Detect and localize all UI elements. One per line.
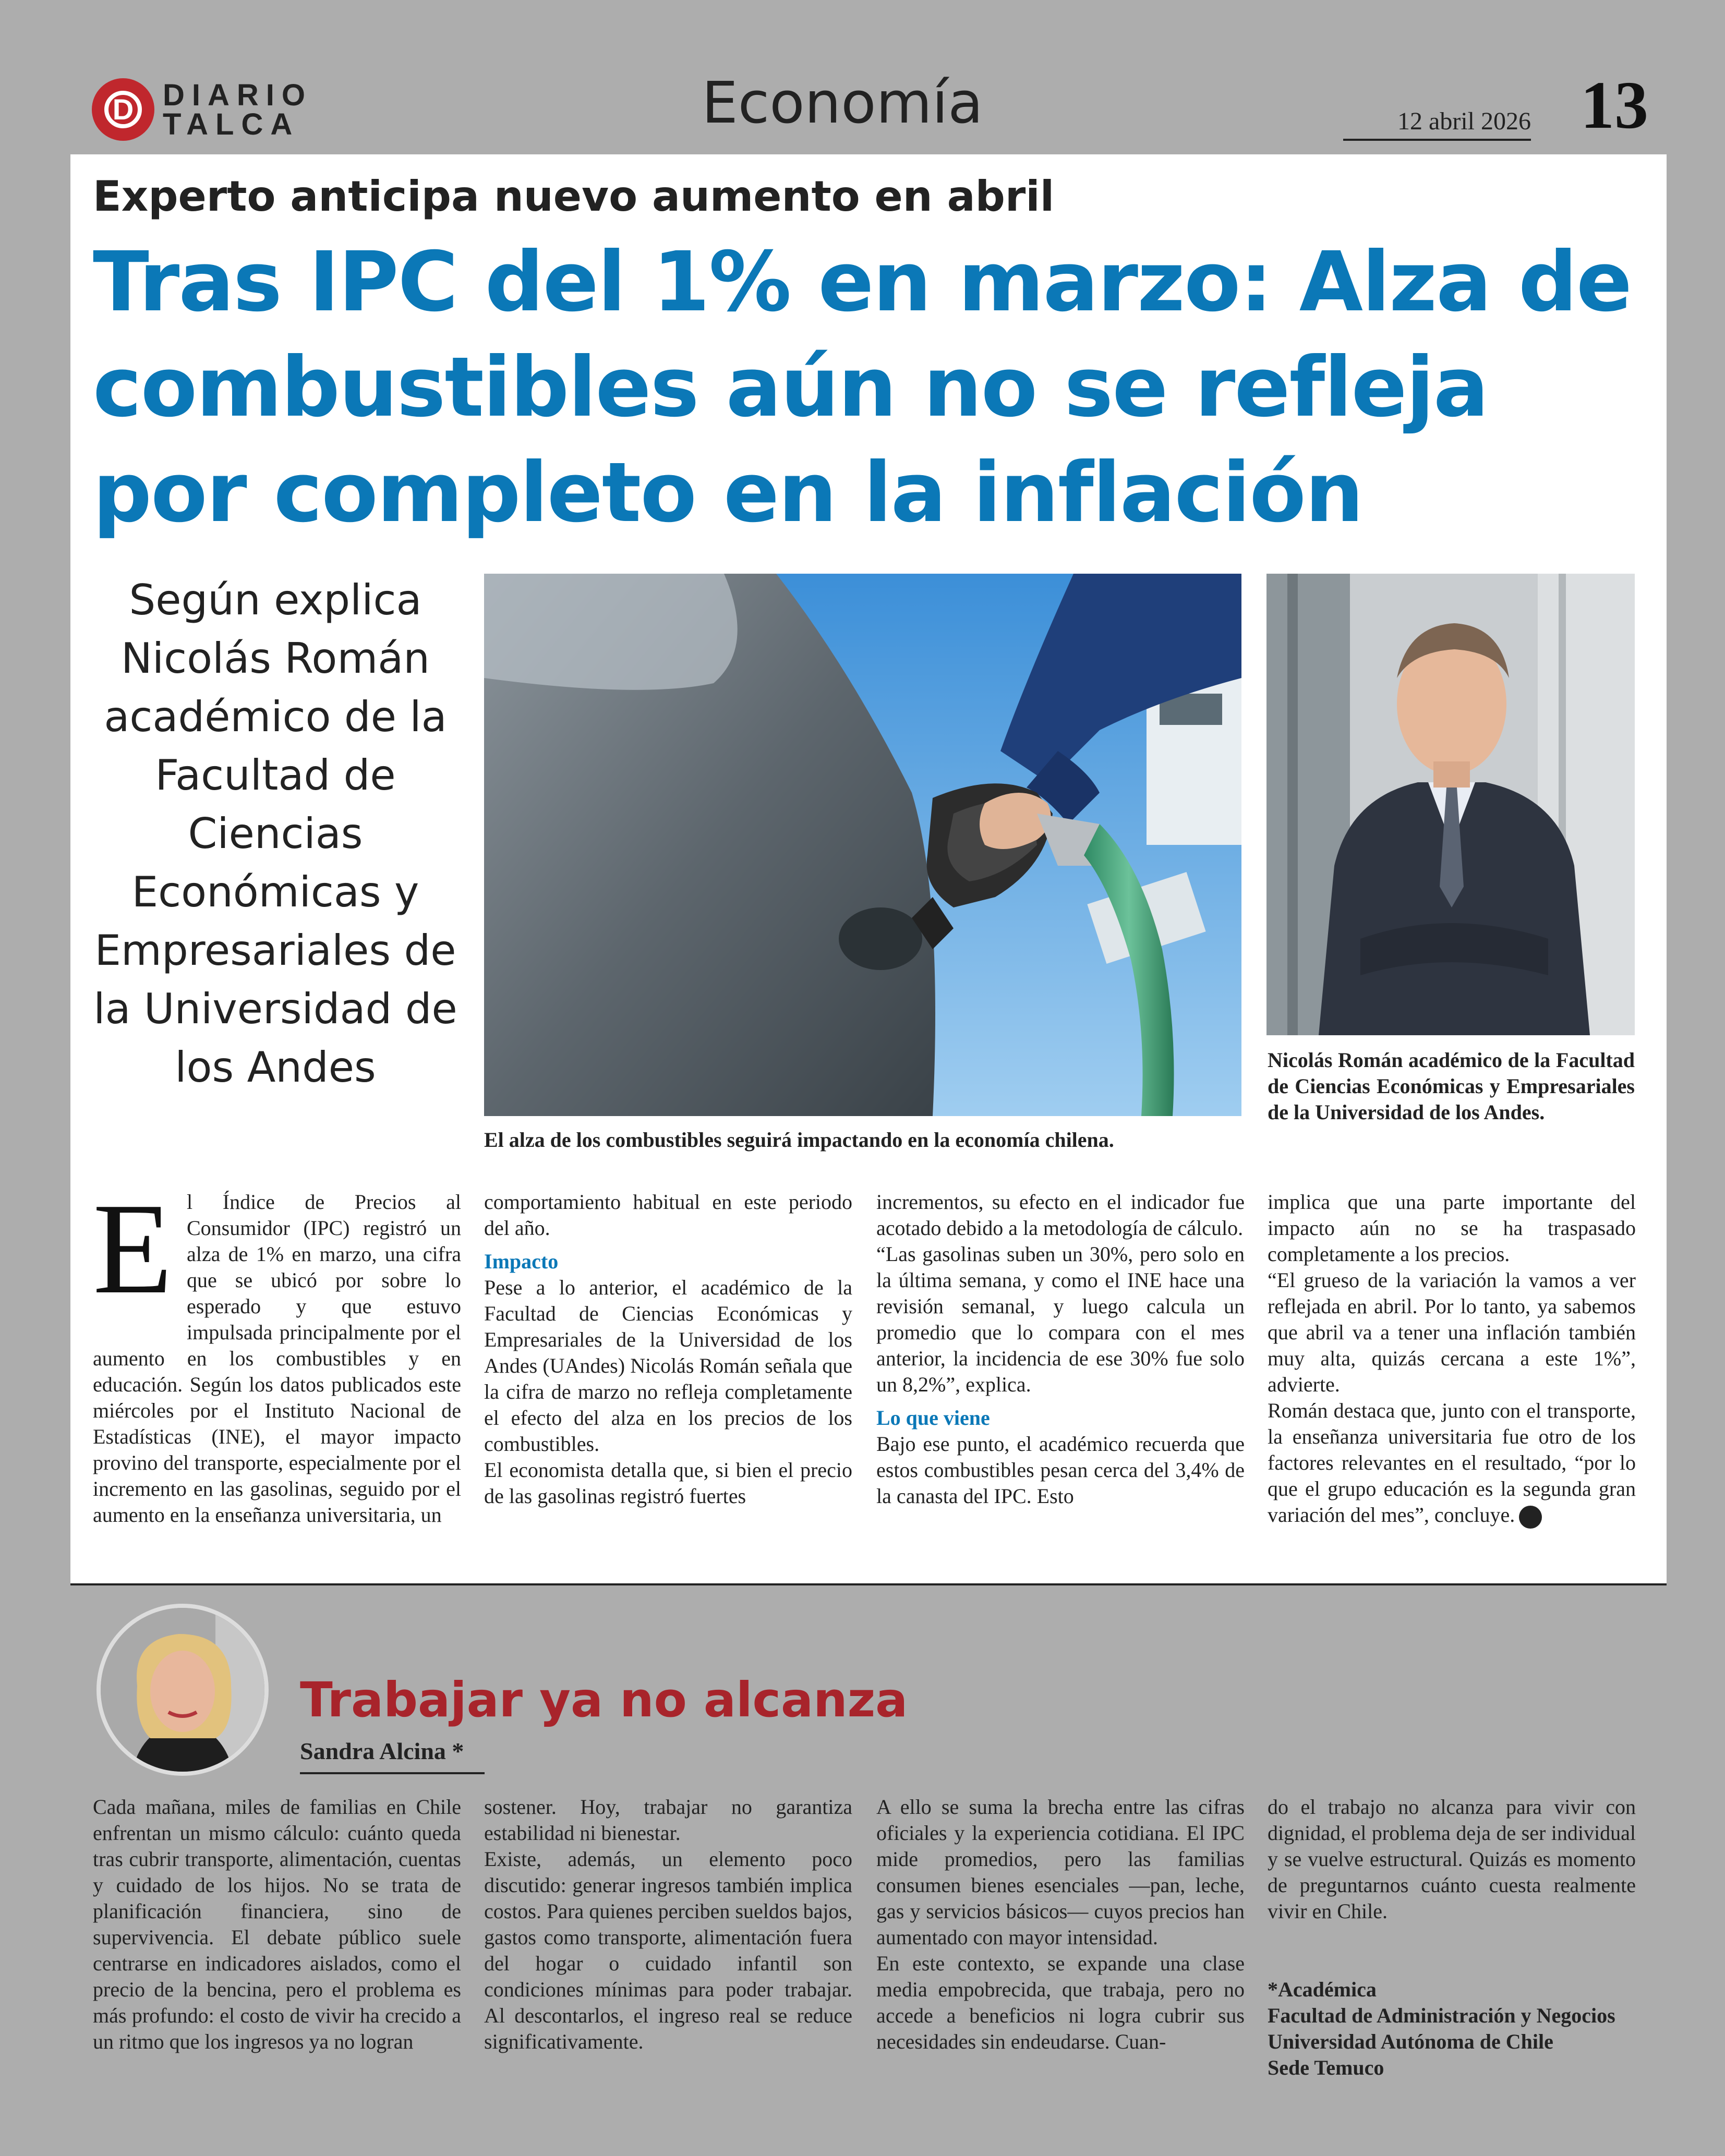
article-column-3 (876, 1189, 1245, 1509)
subhead-impacto: Impacto (484, 1250, 559, 1273)
portrait-photo (1266, 574, 1635, 1035)
affiliation-line: Facultad de Administración y Negocios (1268, 2004, 1615, 2027)
opinion-author: Sandra Alcina * (300, 1736, 485, 1774)
issue-date: 12 abril 2026 (1343, 107, 1531, 141)
logo-line-2: TALCA (163, 107, 300, 141)
photo-caption: El alza de los combustibles seguirá impactando en la economía chilena. (484, 1128, 1114, 1152)
opinion-column-2 (484, 1794, 852, 2055)
article-paragraph: l Índice de Precios al Consumidor (IPC) registró un alza de 1% en marzo, una cifra que se ubicó por sobre lo esperado y que estuvo impulsada principalmente por el aumento en los combustibles y en educación. Según los datos publicados este miércoles por el Instituto Nacional de Estadísticas (INE), el mayor impacto provino del transporte, especialmente por el incremento en las gasolinas, seguido por el aumento en la enseñanza universitaria, un (93, 1190, 461, 1527)
article-deck: Según explica Nicolás Román académico de la Facultad de Ciencias Económicas y Empresariales de la Universidad de los Andes (93, 576, 457, 1092)
opinion-paragraph: sostener. Hoy, trabajar no garantiza estabilidad ni bienestar. (484, 1795, 852, 1845)
article-paragraph: “Las gasolinas suben un 30%, pero solo en la última semana, y como el INE hace una revisión semanal, y luego calcula un promedio que lo compara con el mes anterior, la incidencia de ese 30% fue solo un 8,2%”, explica. (876, 1242, 1245, 1396)
drop-cap: E (93, 1177, 173, 1321)
article-headline: Tras IPC del 1% en marzo: Alza de combustibles aún no se refleja por completo en la inflación (93, 234, 1632, 541)
article-paragraph: El economista detalla que, si bien el precio de las gasolinas registró fuertes (484, 1458, 852, 1508)
opinion-paragraph: En este contexto, se expande una clase media empobrecida, que trabaja, pero no accede a beneficios ni logra cubrir sus necesidades sin endeudarse. Cuan- (876, 1952, 1245, 2053)
author-affiliation (1268, 1977, 1636, 2081)
author-avatar (96, 1604, 269, 1776)
article-paragraph: “El grueso de la variación la vamos a ver reflejada en abril. Por lo tanto, ya sabemos que abril va a tener una inflación también muy alta, quizás cercana a este 1%”, advierte. (1268, 1268, 1636, 1396)
opinion-paragraph: Cada mañana, miles de familias en Chile enfrentan un mismo cálculo: cuánto queda tras cubrir transporte, alimentación, cuentas y cuidado de los hijos. No se trata de planificación financiera, sino de supervivencia. El debate público suele centrarse en indicadores aislados, como el precio de la bencina, pero el problema es más profundo: el costo de vivir ha crecido a un ritmo que los ingresos ya no logran (93, 1795, 461, 2053)
affiliation-line: Universidad Autónoma de Chile (1268, 2030, 1553, 2053)
article-paragraph: Pese a lo anterior, el académico de la Facultad de Ciencias Económicas y Empresariales de la Universidad de los Andes (UAndes) Nicolás Román señala que la cifra de marzo no refleja completamente el efecto del alza en los precios de los combustibles. (484, 1276, 852, 1456)
opinion-title: Trabajar ya no alcanza (300, 1672, 908, 1728)
article-kicker: Experto anticipa nuevo aumento en abril (93, 172, 1055, 221)
opinion-paragraph: Existe, además, un elemento poco discutido: generar ingresos también implica costos. Para quienes perciben sueldos bajos, gastos como transporte, alimentación fuera del hogar o cuidado infantil son condiciones mínimas para poder trabajar. Al descontarlos, el ingreso real se reduce significativamente. (484, 1847, 852, 2053)
portrait-caption: Nicolás Román académico de la Facultad de Ciencias Económicas y Empresariales de la Universidad de los Andes. (1268, 1048, 1635, 1124)
fuel-pump-photo (484, 574, 1241, 1116)
affiliation-line: Sede Temuco (1268, 2056, 1384, 2079)
article-paragraph (1268, 1398, 1636, 1529)
subhead-lo-que-viene: Lo que viene (876, 1406, 990, 1430)
article-paragraph: comportamiento habitual en este periodo del año. (484, 1190, 852, 1240)
article-column-2 (484, 1189, 852, 1509)
newspaper-name (163, 78, 312, 141)
logo-line-1: DIARIO (163, 78, 312, 112)
article-closing-text: Román destaca que, junto con el transporte, la enseñanza universitaria fue otro de los factores relevantes en el resultado, “por lo que el grupo educación es la segunda gran variación del mes”, concluye. (1268, 1399, 1636, 1527)
affiliation-line: *Académica (1268, 1978, 1377, 2001)
opinion-column-1 (93, 1794, 461, 2055)
section-divider (70, 1583, 1667, 1585)
article-paragraph: implica que una parte importante del impacto aún no se ha traspasado completamente a los precios. (1268, 1190, 1636, 1266)
logo-icon (92, 78, 154, 141)
article-column-1 (93, 1177, 461, 1528)
opinion-paragraph: A ello se suma la brecha entre las cifras oficiales y la experiencia cotidiana. El IPC mide promedios, pero las familias consumen bienes esenciales —pan, leche, gas y servicios básicos— cuyos precios han aumentado con mayor intensidad. (876, 1795, 1245, 1949)
section-title: Economía (702, 69, 983, 136)
logo-letter: D (112, 93, 134, 126)
opinion-column-4 (1268, 1794, 1636, 1924)
article-paragraph: incrementos, su efecto en el indicador fue acotado debido a la metodología de cálculo. (876, 1190, 1245, 1240)
end-mark-icon (1519, 1506, 1542, 1529)
page-number: 13 (1581, 68, 1648, 143)
opinion-column-3 (876, 1794, 1245, 2055)
opinion-paragraph: do el trabajo no alcanza para vivir con dignidad, el problema deja de ser individual y se vuelve estructural. Quizás es momento de preguntarnos cuánto cuesta realmente vivir en Chile. (1268, 1795, 1636, 1923)
article-column-4 (1268, 1189, 1636, 1529)
article-paragraph: Bajo ese punto, el académico recuerda que estos combustibles pesan cerca del 3,4% de la canasta del IPC. Esto (876, 1432, 1245, 1508)
